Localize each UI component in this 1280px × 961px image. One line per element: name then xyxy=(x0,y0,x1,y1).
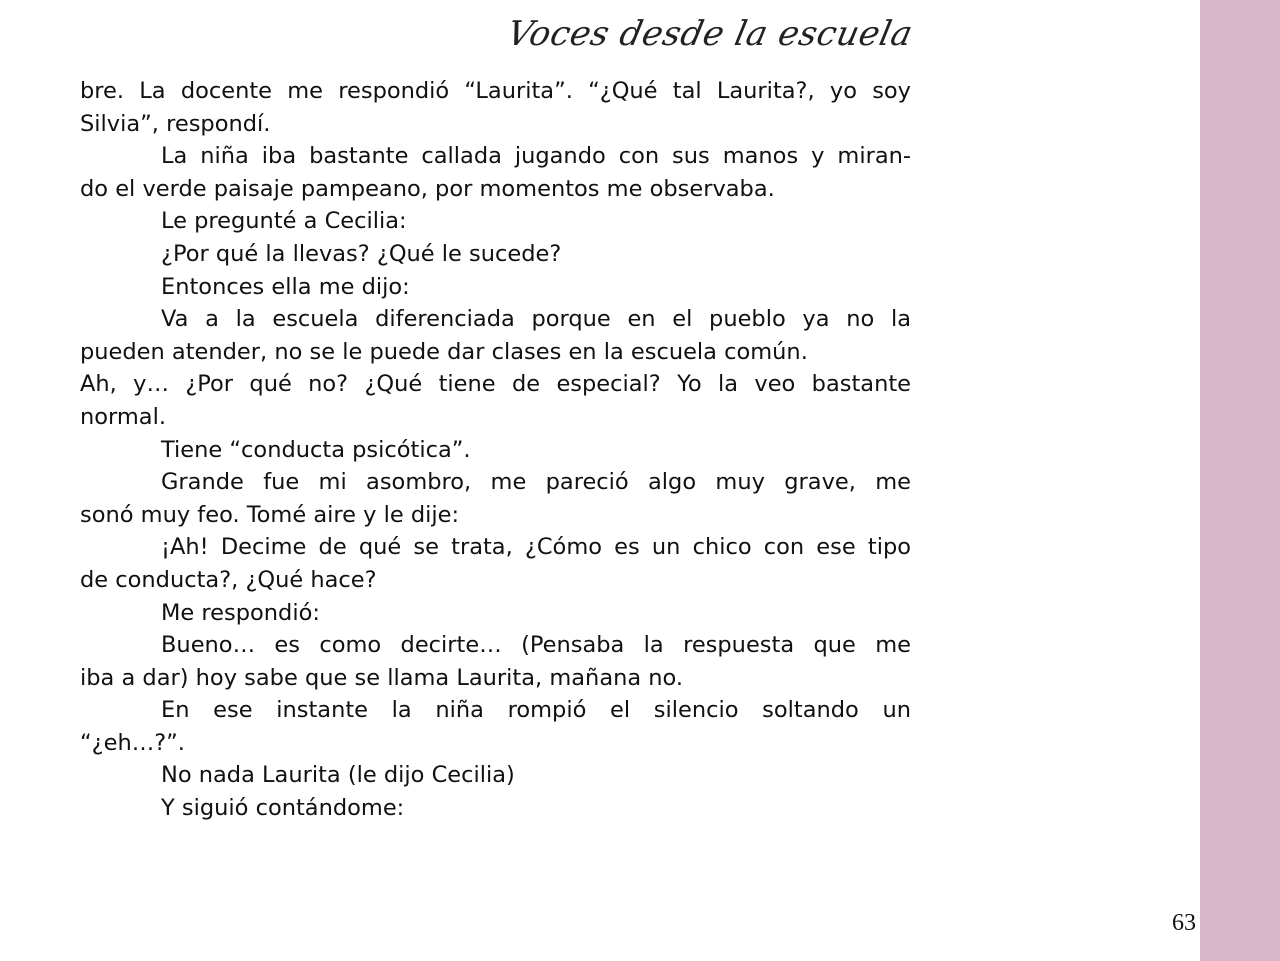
text-line: ¡Ah! Decime de qué se trata, ¿Cómo es un chico con ese tipo xyxy=(161,534,911,561)
text-line: “¿eh…?”. xyxy=(80,729,185,756)
text-line: iba a dar) hoy sabe que se llama Laurita, mañana no. xyxy=(80,664,684,691)
text-line: Grande fue mi asombro, me pareció algo muy grave, me xyxy=(161,469,911,496)
text-line: Y siguió contándome: xyxy=(161,795,405,822)
page-number: 63 xyxy=(1172,910,1196,936)
text-line: de conducta?, ¿Qué hace? xyxy=(80,566,377,593)
text-line: Me respondió: xyxy=(161,599,320,626)
text-line: En ese instante la niña rompió el silencio soltando un xyxy=(161,697,911,724)
decorative-sidebar xyxy=(1200,0,1280,961)
text-line: ¿Por qué la llevas? ¿Qué le sucede? xyxy=(161,240,562,267)
text-line: La niña iba bastante callada jugando con sus manos y miran- xyxy=(161,143,911,170)
text-line: Tiene “conducta psicótica”. xyxy=(161,436,471,463)
text-line: Ah, y… ¿Por qué no? ¿Qué tiene de especial? Yo la veo bastante xyxy=(80,371,911,398)
text-line: No nada Laurita (le dijo Cecilia) xyxy=(161,762,515,789)
text-line: Silvia”, respondí. xyxy=(80,110,271,137)
text-line: normal. xyxy=(80,403,166,430)
text-line: bre. La docente me respondió “Laurita”. “¿Qué tal Laurita?, yo soy xyxy=(80,78,911,104)
text-line: Va a la escuela diferenciada porque en el pueblo ya no la xyxy=(161,306,911,333)
text-line: do el verde paisaje pampeano, por momentos me observaba. xyxy=(80,175,775,202)
text-line: sonó muy feo. Tomé aire y le dije: xyxy=(80,501,460,528)
text-line: pueden atender, no se le puede dar clases en la escuela común. xyxy=(80,338,808,365)
body-text xyxy=(80,75,911,825)
text-line: Le pregunté a Cecilia: xyxy=(161,208,407,235)
running-header: Voces desde la escuela xyxy=(503,14,917,54)
text-line: Bueno… es como decirte… (Pensaba la respuesta que me xyxy=(161,632,911,659)
text-line: Entonces ella me dijo: xyxy=(161,273,410,300)
